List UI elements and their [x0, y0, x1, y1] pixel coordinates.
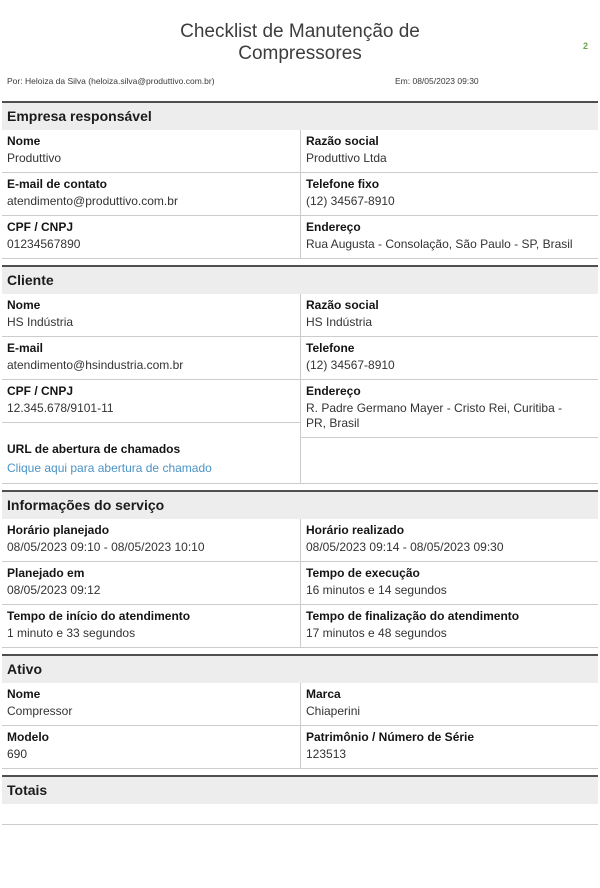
- section-title-empresa: Empresa responsável: [2, 101, 598, 130]
- column-right: [300, 683, 598, 769]
- field-value: R. Padre Germano Mayer - Cristo Rei, Curitiba - PR, Brasil: [306, 401, 563, 430]
- field-ativo-modelo: [2, 726, 300, 769]
- field-empresa-email: [2, 173, 300, 216]
- field-cliente-endereco: [301, 380, 598, 438]
- field-cliente-email: [2, 337, 300, 380]
- field-empresa-telefone-fixo: [301, 173, 598, 216]
- column-right: [300, 130, 598, 259]
- field-ativo-marca: [301, 683, 598, 726]
- field-label: E-mail de contato: [7, 177, 108, 191]
- field-value: 1 minuto e 33 segundos: [7, 626, 136, 640]
- section-totais: [2, 775, 598, 825]
- section-body-informacoes: [2, 519, 598, 648]
- page-title: Checklist de Manutenção de Compressores: [180, 21, 420, 64]
- field-url-abertura-chamados: [2, 438, 300, 484]
- field-label: CPF / CNPJ: [7, 384, 74, 398]
- field-label: Modelo: [7, 730, 49, 744]
- section-title-ativo: Ativo: [2, 654, 598, 683]
- field-value: 08/05/2023 09:14 - 08/05/2023 09:30: [306, 540, 504, 554]
- field-empresa-razao-social: [301, 130, 598, 173]
- field-label: Marca: [306, 687, 341, 701]
- field-label: Nome: [7, 134, 41, 148]
- field-label: Horário realizado: [306, 523, 405, 537]
- field-planejado-em: [2, 562, 300, 605]
- field-ativo-patrimonio-serie: [301, 726, 598, 769]
- field-horario-planejado: [2, 519, 300, 562]
- field-value: 123513: [306, 747, 347, 761]
- field-label: Telefone: [306, 341, 355, 355]
- row-url-abertura: [2, 438, 598, 484]
- field-value: Rua Augusta - Consolação, São Paulo - SP, Brasil: [306, 237, 573, 251]
- date-line: Em: 08/05/2023 09:30: [395, 76, 479, 86]
- field-label: Tempo de início do atendimento: [7, 609, 191, 623]
- field-value: 17 minutos e 48 segundos: [306, 626, 447, 640]
- field-value: 08/05/2023 09:12: [7, 583, 101, 597]
- section-title-totais: Totais: [2, 775, 598, 804]
- field-value: 08/05/2023 09:10 - 08/05/2023 10:10: [7, 540, 205, 554]
- field-cliente-razao-social: [301, 294, 598, 337]
- field-label: Patrimônio / Número de Série: [306, 730, 475, 744]
- field-label: Razão social: [306, 134, 379, 148]
- field-value: (12) 34567-8910: [306, 194, 395, 208]
- field-horario-realizado: [301, 519, 598, 562]
- field-tempo-execucao: [301, 562, 598, 605]
- field-tempo-inicio-atendimento: [2, 605, 300, 648]
- section-ativo: [2, 654, 598, 769]
- field-tempo-finalizacao-atendimento: [301, 605, 598, 648]
- field-value: HS Indústria: [7, 315, 74, 329]
- column-left: [2, 683, 300, 769]
- field-cliente-nome: [2, 294, 300, 337]
- field-label: Endereço: [306, 220, 361, 234]
- field-empresa-nome: [2, 130, 300, 173]
- section-body-empresa: [2, 130, 598, 259]
- field-value: Produttivo Ltda: [306, 151, 387, 165]
- field-label: Horário planejado: [7, 523, 110, 537]
- field-label: E-mail: [7, 341, 44, 355]
- byline: [2, 76, 598, 88]
- field-label: URL de abertura de chamados: [7, 442, 181, 456]
- column-right: [300, 294, 598, 438]
- field-value: Chiaperini: [306, 704, 361, 718]
- section-cliente: [2, 265, 598, 484]
- field-cliente-cpf-cnpj: [2, 380, 300, 423]
- field-value: 16 minutos e 14 segundos: [306, 583, 447, 597]
- field-value: atendimento@produttivo.com.br: [7, 194, 178, 208]
- field-label: Planejado em: [7, 566, 85, 580]
- sections-container: [2, 101, 598, 825]
- field-value: atendimento@hsindustria.com.br: [7, 358, 184, 372]
- field-empresa-cpf-cnpj: [2, 216, 300, 259]
- column-left: [2, 294, 300, 423]
- totais-empty-row: [2, 804, 598, 825]
- field-empresa-endereco: [301, 216, 598, 259]
- field-label: Tempo de execução: [306, 566, 420, 580]
- section-empresa-responsavel: [2, 101, 598, 259]
- field-label: Endereço: [306, 384, 361, 398]
- field-label: Telefone fixo: [306, 177, 380, 191]
- field-value: Produttivo: [7, 151, 62, 165]
- field-cliente-telefone: [301, 337, 598, 380]
- author-line: Por: Heloiza da Silva (heloiza.silva@produttivo.com.br): [7, 76, 215, 86]
- section-title-informacoes: Informações do serviço: [2, 490, 598, 519]
- field-value: Compressor: [7, 704, 73, 718]
- column-left: [2, 519, 300, 648]
- field-ativo-nome: [2, 683, 300, 726]
- section-title-cliente: Cliente: [2, 265, 598, 294]
- field-value: HS Indústria: [306, 315, 373, 329]
- section-body-ativo: [2, 683, 598, 769]
- field-label: Tempo de finalização do atendimento: [306, 609, 520, 623]
- section-body-cliente: [2, 294, 598, 438]
- field-label: Razão social: [306, 298, 379, 312]
- field-label: CPF / CNPJ: [7, 220, 74, 234]
- field-value: (12) 34567-8910: [306, 358, 395, 372]
- section-informacoes-servico: [2, 490, 598, 648]
- field-label: Nome: [7, 298, 41, 312]
- column-right: [300, 519, 598, 648]
- empty-cell: [300, 438, 598, 484]
- field-value: 690: [7, 747, 28, 761]
- page-number: 2: [582, 41, 588, 51]
- field-value: 01234567890: [7, 237, 81, 251]
- field-value: 12.345.678/9101-11: [7, 401, 114, 415]
- column-left: [2, 130, 300, 259]
- field-label: Nome: [7, 687, 41, 701]
- open-ticket-link[interactable]: Clique aqui para abertura de chamado: [7, 461, 212, 475]
- report-page: [2, 21, 598, 825]
